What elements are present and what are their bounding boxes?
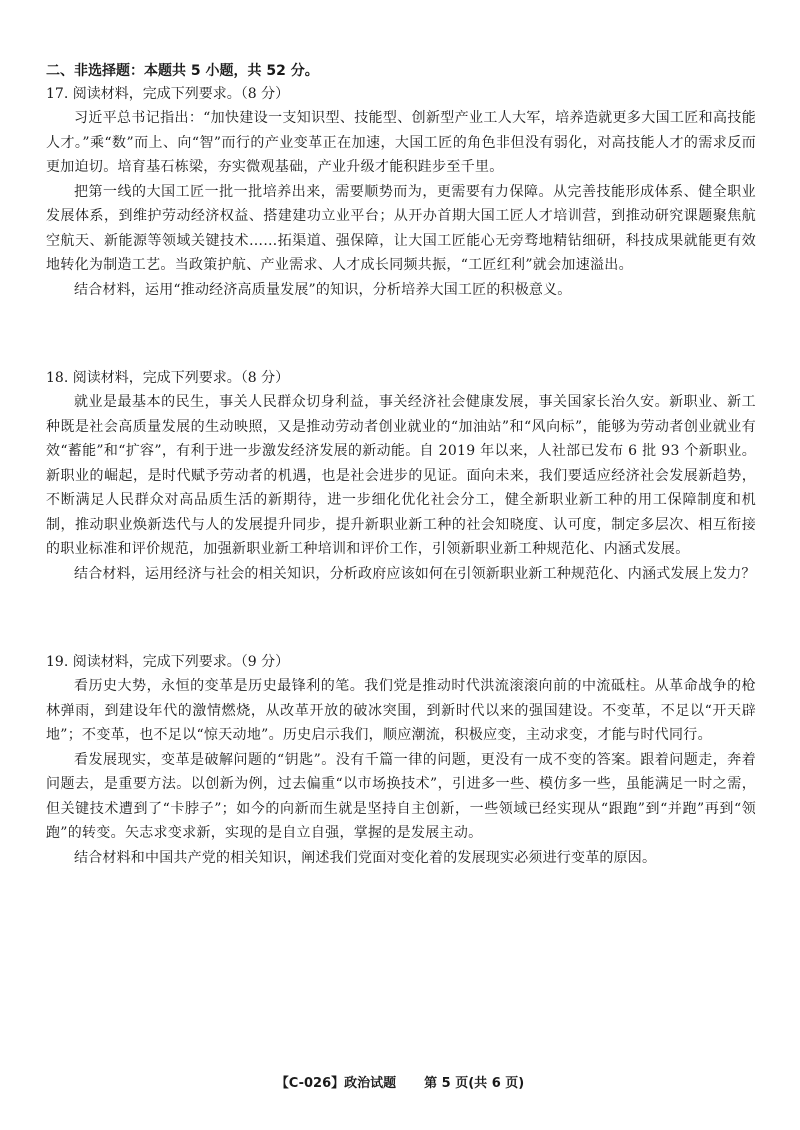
answer-space [46,302,756,366]
exam-page [46,60,756,870]
question-17-task: 结合材料，运用“推动经济高质量发展”的知识，分析培养大国工匠的积极意义。 [74,281,572,298]
question-19-task: 结合材料和中国共产党的相关知识，阐述我们党面对变化着的发展现实必须进行变革的原因。 [74,849,657,866]
question-18-heading: 18. 阅读材料，完成下列要求。（8 分） [46,370,290,386]
question-18 [46,366,756,586]
page-footer [0,1072,800,1091]
question-19-paragraph-2: 看发展现实，变革是破解问题的“钥匙”。没有千篇一律的问题，更没有一成不变的答案。跟着问题走，奔着问题去，是重要方法。以创新为例，过去偏重“以市场换技术”，引进多一些、模仿多一些，虽能满足一时之需，但关键技术遭到了“卡脖子”；如今的向新而生就是坚持自主创新，一些领域已经实现从“跟跑”到“并跑”再到“领跑”的转变。矢志求变求新，实现的是自立自强，掌握的是发展主动。 [46,751,756,841]
question-19 [46,650,756,870]
question-17 [46,82,756,302]
page-number: 第 5 页(共 6 页) [424,1076,525,1091]
question-17-paragraph-1: 习近平总书记指出：“加快建设一支知识型、技能型、创新型产业工人大军，培养造就更多大国工匠和高技能人才。”乘“数”而上、向“智”而行的产业变革正在加速，大国工匠的角色非但没有弱化，对高技能人才的需求反而更加迫切。培育基石栋梁，夯实微观基础，产业升级才能积跬步至千里。 [46,110,756,175]
question-17-paragraph-2: 把第一线的大国工匠一批一批培养出来，需要顺势而为，更需要有力保障。从完善技能形成体系、健全职业发展体系，到维护劳动经济权益、搭建建功立业平台；从开办首期大国工匠人才培训营，到推动研究课题聚焦航空航天、新能源等领域关键技术……拓渠道、强保障，让大国工匠能心无旁骛地精钻细研，科技成果就能更有效地转化为制造工艺。当政策护航、产业需求、人才成长同频共振，“工匠红利”就会加速溢出。 [46,183,756,273]
section-title: 二、非选择题：本题共 5 小题，共 52 分。 [46,63,319,79]
question-18-task: 结合材料，运用经济与社会的相关知识，分析政府应该如何在引领新职业新工种规范化、内涵式发展上发力？ [74,565,756,582]
question-19-paragraph-1: 看历史大势，永恒的变革是历史最锋利的笔。我们党是推动时代洪流滚滚向前的中流砥柱。从革命战争的枪林弹雨，到建设年代的激情燃烧，从改革开放的破冰突围，到新时代以来的强国建设。不变革，不足以“开天辟地”；不变革，也不足以“惊天动地”。历史启示我们，顺应潮流，积极应变，主动求变，才能与时代同行。 [46,678,756,743]
question-18-paragraph-1: 就业是最基本的民生，事关人民群众切身利益，事关经济社会健康发展，事关国家长治久安。新职业、新工种既是社会高质量发展的生动映照，又是推动劳动者创业就业的“加油站”和“风向标”，能够为劳动者创业就业有效“蓄能”和“扩容”，有利于进一步激发经济发展的新动能。自 2019 年以来，人社部已发布 6 批 93 个新职业。新职业的崛起，是时代赋予劳动者的机遇，也是社会进步的见证。面向未来，我们要适应经济社会发展新趋势，不断满足人民群众对高品质生活的新期待，进一步细化优化社会分工，健全新职业新工种的用工保障制度和机制，推动职业焕新迭代与人的发展提升同步，提升新职业新工种的社会知晓度、认可度，制定多层次、相互衔接的职业标准和评价规范，加强新职业新工种培训和评价工作，引领新职业新工种规范化、内涵式发展。 [46,394,756,557]
answer-space [46,586,756,650]
question-17-heading: 17. 阅读材料，完成下列要求。（8 分） [46,86,290,102]
exam-code: 【C-026】政治试题 [275,1076,397,1091]
question-19-heading: 19. 阅读材料，完成下列要求。（9 分） [46,654,290,670]
